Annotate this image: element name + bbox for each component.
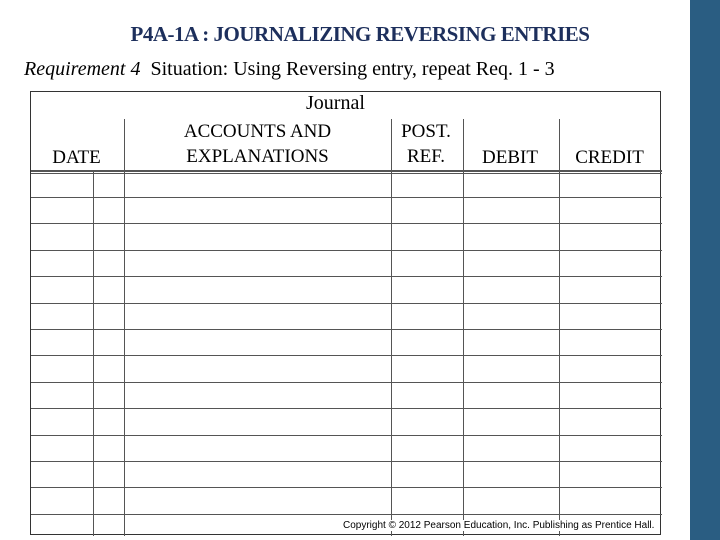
header-post-line1: POST.: [401, 121, 451, 142]
header-accounts-line1: ACCOUNTS AND: [183, 121, 332, 142]
journal-title: Journal: [306, 92, 365, 114]
grid-row-line: [31, 355, 662, 356]
grid-row-line: [31, 276, 662, 277]
grid-column-line: [391, 119, 392, 536]
requirement-label: Requirement 4: [24, 58, 141, 80]
copyright-notice: Copyright © 2012 Pearson Education, Inc. Publishing as Prentice Hall.: [343, 520, 655, 531]
header-accounts: [125, 119, 390, 169]
grid-row-line: [31, 223, 662, 224]
grid-row-line: [31, 487, 662, 488]
page-title: P4A-1A : JOURNALIZING REVERSING ENTRIES: [130, 22, 590, 46]
grid-row-line: [31, 173, 662, 174]
situation-text: Situation: Using Reversing entry, repeat Req. 1 - 3: [150, 58, 555, 80]
grid-row-line: [31, 303, 662, 304]
header-post-ref: [390, 119, 462, 169]
header-date: DATE: [52, 147, 101, 168]
header-accounts-line2: EXPLANATIONS: [186, 146, 329, 167]
grid-row-line: [31, 435, 662, 436]
grid-row-line: [31, 514, 662, 515]
grid-row-line: [31, 461, 662, 462]
subtitle: [24, 58, 555, 81]
header-debit: DEBIT: [482, 147, 538, 168]
header-post-line2: REF.: [406, 146, 446, 167]
grid-row-line: [31, 329, 662, 330]
grid-row-line: [31, 408, 662, 409]
grid-column-line: [93, 170, 94, 536]
header-credit: CREDIT: [575, 147, 644, 168]
grid-column-line: [463, 119, 464, 536]
grid-row-line: [31, 250, 662, 251]
grid-row-line: [31, 170, 662, 172]
side-bar: [690, 0, 720, 540]
grid-column-line: [124, 119, 125, 536]
grid-row-line: [31, 382, 662, 383]
grid-column-line: [559, 119, 560, 536]
grid-row-line: [31, 197, 662, 198]
